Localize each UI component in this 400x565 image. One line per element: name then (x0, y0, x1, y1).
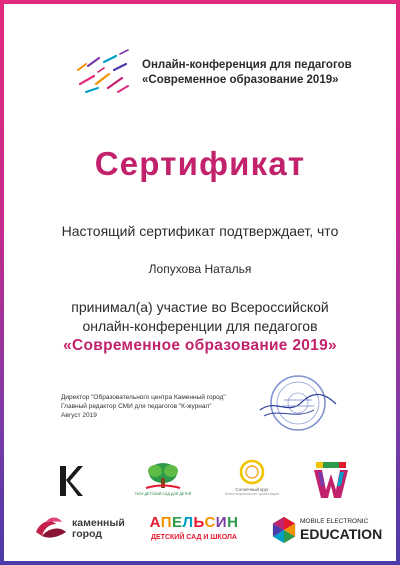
sun-circle-caption-2: благотворительная организация (225, 492, 279, 496)
confirm-text: Настоящий сертификат подтверждает, что (61, 223, 339, 239)
kg-logo-line-1: каменный (72, 517, 125, 529)
certificate-title: Сертификат (94, 145, 306, 182)
apelsin-subtitle: ДЕТСКИЙ САД И ШКОЛА (151, 534, 237, 541)
kamenny-gorod-logo (34, 514, 134, 548)
mobile-education-big-text: EDUCATION (300, 526, 383, 542)
header-line-2: «Современное образование 2019» (142, 74, 339, 86)
kg-leaf-logo-icon (34, 514, 68, 544)
round-stamp-icon (258, 372, 338, 434)
w-ribbon-logo-icon (310, 460, 352, 500)
tree-logo-caption: ДЕТСКИЙ САД ДЛЯ ДЕТЕЙ (144, 492, 192, 496)
signature-line-editor: Главный редактор СМИ для педагогов "К-журнал" (61, 403, 212, 410)
confetti-logo-icon (74, 46, 132, 96)
apelsin-logo (144, 514, 244, 548)
sun-circle-logo (223, 459, 281, 503)
sun-circle-caption: Солнечный круг (235, 487, 269, 492)
k-letter-logo-icon (59, 462, 83, 500)
sun-circle-logo-icon (223, 459, 281, 487)
conference-header (74, 46, 374, 96)
signature-line-director: Директор "Образовательного центра Каменный город" (61, 394, 226, 401)
tree-logo-icon (134, 461, 192, 493)
mobile-education-logo (270, 516, 383, 546)
conference-name: «Современное образование 2019» (63, 337, 337, 354)
mobile-education-small-text: MOBILE ELECTRONIC (300, 518, 369, 525)
signature-date: Август 2019 (61, 412, 97, 419)
kg-logo-line-2: город (72, 528, 103, 540)
recipient-name: Лопухова Наталья (148, 262, 252, 276)
participation-line-2: онлайн-конференции для педагогов (82, 318, 318, 334)
conference-header-text (142, 58, 352, 88)
apelsin-wordmark-icon: АПЕЛЬСИН (149, 514, 239, 531)
participation-text (4, 298, 396, 355)
participation-line-1: принимал(а) участие во Всероссийской (71, 299, 329, 315)
signature-block (61, 393, 226, 420)
tree-logo-text: ГКОУ (134, 492, 144, 496)
header-line-1: Онлайн-конференция для педагогов (142, 59, 352, 71)
tree-logo (134, 461, 192, 501)
hexagon-logo-icon (270, 516, 298, 544)
